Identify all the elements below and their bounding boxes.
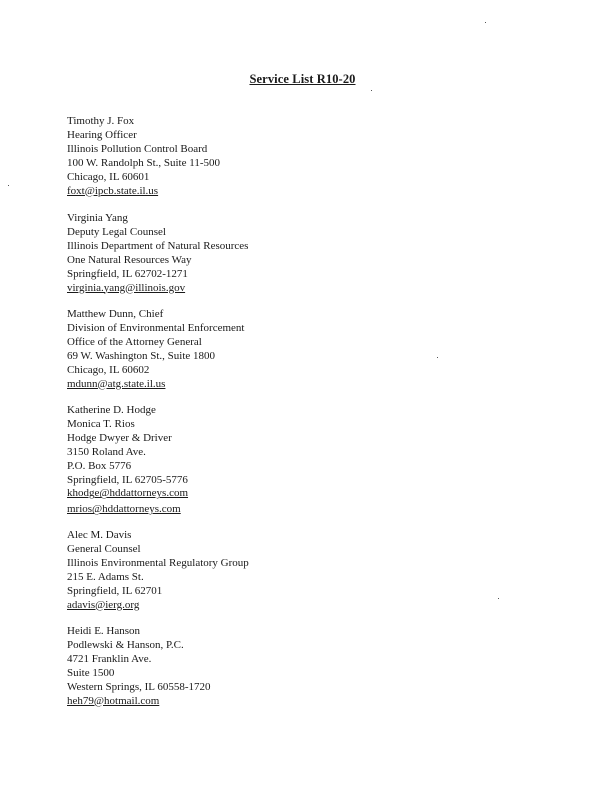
service-entry-yang	[67, 212, 248, 295]
entry-line: P.O. Box 5776	[67, 459, 132, 472]
entry-line: 215 E. Adams St.	[67, 570, 144, 583]
entry-line: Deputy Legal Counsel	[67, 225, 166, 238]
entry-line: Springfield, IL 62702-1271	[67, 267, 188, 280]
entry-line: 3150 Roland Ave.	[67, 445, 146, 458]
entry-line: One Natural Resources Way	[67, 253, 192, 266]
service-entry-hanson	[67, 625, 211, 708]
entry-line: Hodge Dwyer & Driver	[67, 431, 172, 444]
email-link[interactable]: adavis@ierg.org	[67, 598, 140, 611]
entry-line: 69 W. Washington St., Suite 1800	[67, 349, 216, 362]
page-title: Service List R10-20	[249, 72, 356, 86]
entry-line: 100 W. Randolph St., Suite 11-500	[67, 156, 220, 169]
entry-line: Hearing Officer	[67, 128, 137, 141]
service-entry-dunn	[67, 308, 244, 391]
entry-line: Illinois Department of Natural Resources	[67, 239, 249, 252]
entry-line: Chicago, IL 60602	[67, 363, 150, 376]
scan-speck	[437, 357, 438, 358]
email-link[interactable]: mdunn@atg.state.il.us	[67, 377, 166, 390]
service-entry-fox	[67, 115, 220, 198]
entry-line: Springfield, IL 62701	[67, 584, 163, 597]
entry-line: Virginia Yang	[67, 212, 128, 224]
entry-line: Chicago, IL 60601	[67, 170, 150, 183]
entry-line: Alec M. Davis	[67, 529, 132, 541]
service-entry-davis	[67, 529, 249, 612]
email-link[interactable]: khodge@hddattorneys.com	[67, 487, 189, 500]
entry-line: Division of Environmental Enforcement	[67, 321, 245, 334]
entry-line: Western Springs, IL 60558-1720	[67, 680, 211, 693]
entry-line: Monica T. Rios	[67, 417, 135, 430]
entry-line: Heidi E. Hanson	[67, 625, 141, 637]
email-link[interactable]: mrios@hddattorneys.com	[67, 503, 181, 516]
entry-line: Podlewski & Hanson, P.C.	[67, 638, 184, 651]
entry-line: Illinois Pollution Control Board	[67, 142, 208, 155]
email-link[interactable]: virginia.yang@illinois.gov	[67, 281, 186, 294]
scan-speck	[498, 598, 499, 599]
service-entry-hodge	[67, 404, 188, 517]
entry-line: Timothy J. Fox	[67, 115, 135, 127]
scan-speck	[485, 22, 486, 23]
entry-line: Katherine D. Hodge	[67, 404, 156, 416]
entry-line: Springfield, IL 62705-5776	[67, 473, 188, 486]
scan-speck	[8, 185, 9, 186]
entry-line: 4721 Franklin Ave.	[67, 652, 152, 665]
email-link[interactable]: foxt@ipcb.state.il.us	[67, 184, 159, 197]
entry-line: Illinois Environmental Regulatory Group	[67, 556, 249, 569]
entry-line: General Counsel	[67, 542, 141, 555]
entry-line: Suite 1500	[67, 666, 115, 679]
entry-line: Office of the Attorney General	[67, 335, 202, 348]
entry-line: Matthew Dunn, Chief	[67, 308, 164, 320]
email-link[interactable]: heh79@hotmail.com	[67, 694, 160, 707]
scan-speck	[371, 90, 372, 91]
